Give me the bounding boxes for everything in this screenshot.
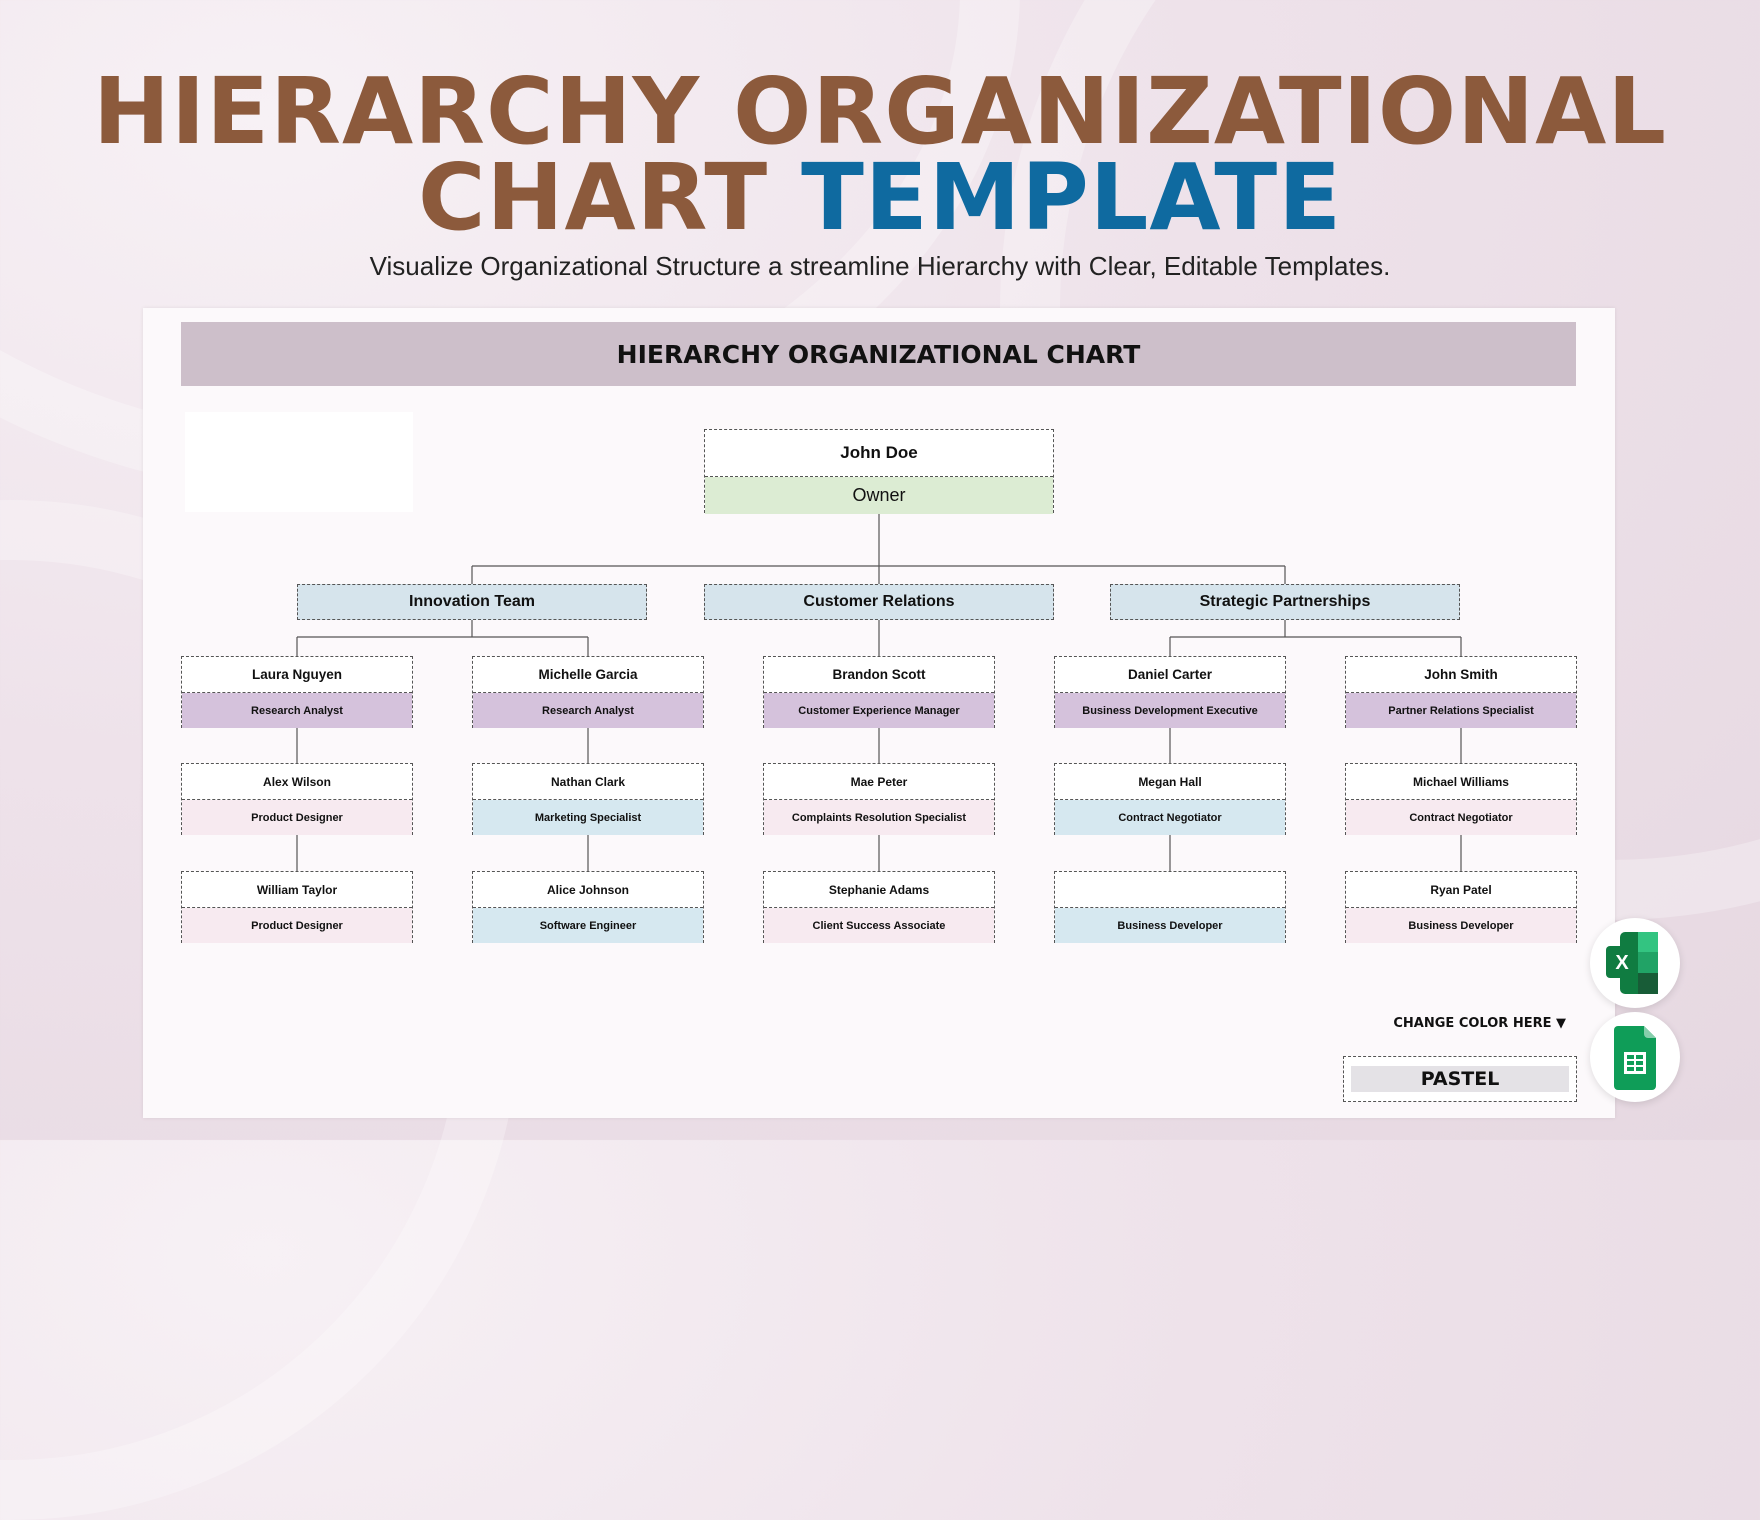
employee-name: Daniel Carter — [1055, 657, 1285, 693]
change-color-label: CHANGE COLOR HERE ▼ — [1393, 1016, 1566, 1031]
owner-name: John Doe — [705, 430, 1053, 477]
employee-node[interactable] — [763, 763, 995, 835]
employee-node[interactable] — [181, 656, 413, 728]
employee-node[interactable] — [1054, 656, 1286, 728]
employee-role: Customer Experience Manager — [764, 693, 994, 728]
page-title-line1: HIERARCHY ORGANIZATIONAL — [93, 58, 1667, 165]
employee-node[interactable] — [1054, 763, 1286, 835]
employee-node[interactable] — [181, 763, 413, 835]
employee-role: Product Designer — [182, 800, 412, 835]
employee-name: Mae Peter — [764, 764, 994, 800]
employee-name: Michael Williams — [1346, 764, 1576, 800]
google-sheets-icon — [1590, 1012, 1680, 1102]
employee-role: Research Analyst — [182, 693, 412, 728]
employee-name: Megan Hall — [1055, 764, 1285, 800]
employee-name: Alice Johnson — [473, 872, 703, 908]
employee-node[interactable] — [1345, 763, 1577, 835]
employee-name: Ryan Patel — [1346, 872, 1576, 908]
employee-node[interactable] — [1345, 871, 1577, 943]
employee-role: Marketing Specialist — [473, 800, 703, 835]
employee-name: William Taylor — [182, 872, 412, 908]
employee-name: Stephanie Adams — [764, 872, 994, 908]
employee-role: Business Developer — [1346, 908, 1576, 943]
owner-node[interactable] — [704, 429, 1054, 513]
employee-node[interactable] — [472, 763, 704, 835]
employee-node[interactable] — [1345, 656, 1577, 728]
google-sheets-badge[interactable] — [1590, 1012, 1680, 1102]
owner-role: Owner — [705, 477, 1053, 514]
employee-name: Brandon Scott — [764, 657, 994, 693]
employee-role: Complaints Resolution Specialist — [764, 800, 994, 835]
employee-name: Nathan Clark — [473, 764, 703, 800]
employee-node[interactable] — [472, 871, 704, 943]
excel-icon — [1590, 918, 1680, 1008]
employee-node[interactable] — [763, 871, 995, 943]
employee-node[interactable] — [763, 656, 995, 728]
employee-node[interactable] — [181, 871, 413, 943]
employee-node[interactable] — [472, 656, 704, 728]
employee-role: Partner Relations Specialist — [1346, 693, 1576, 728]
employee-name — [1055, 872, 1285, 908]
employee-name: Michelle Garcia — [473, 657, 703, 693]
color-theme-value: PASTEL — [1351, 1066, 1569, 1092]
page-subtitle: Visualize Organizational Structure a streamline Hierarchy with Clear, Editable Templates. — [369, 251, 1391, 281]
svg-text:X: X — [1615, 952, 1629, 974]
employee-name: Alex Wilson — [182, 764, 412, 800]
employee-role: Contract Negotiator — [1055, 800, 1285, 835]
employee-name: John Smith — [1346, 657, 1576, 693]
title-word-template: TEMPLATE — [801, 144, 1343, 251]
employee-role: Client Success Associate — [764, 908, 994, 943]
employee-node[interactable] — [1054, 871, 1286, 943]
employee-role: Business Developer — [1055, 908, 1285, 943]
employee-role: Software Engineer — [473, 908, 703, 943]
employee-role: Product Designer — [182, 908, 412, 943]
employee-name: Laura Nguyen — [182, 657, 412, 693]
employee-role: Research Analyst — [473, 693, 703, 728]
color-theme-dropdown[interactable] — [1343, 1056, 1577, 1102]
team-customer-relations[interactable]: Customer Relations — [704, 584, 1054, 620]
employee-role: Contract Negotiator — [1346, 800, 1576, 835]
excel-badge[interactable] — [1590, 918, 1680, 1008]
chart-banner: HIERARCHY ORGANIZATIONAL CHART — [181, 322, 1576, 386]
employee-role: Business Development Executive — [1055, 693, 1285, 728]
team-strategic-partnerships[interactable]: Strategic Partnerships — [1110, 584, 1460, 620]
title-word-chart: CHART — [417, 144, 769, 251]
team-innovation[interactable]: Innovation Team — [297, 584, 647, 620]
